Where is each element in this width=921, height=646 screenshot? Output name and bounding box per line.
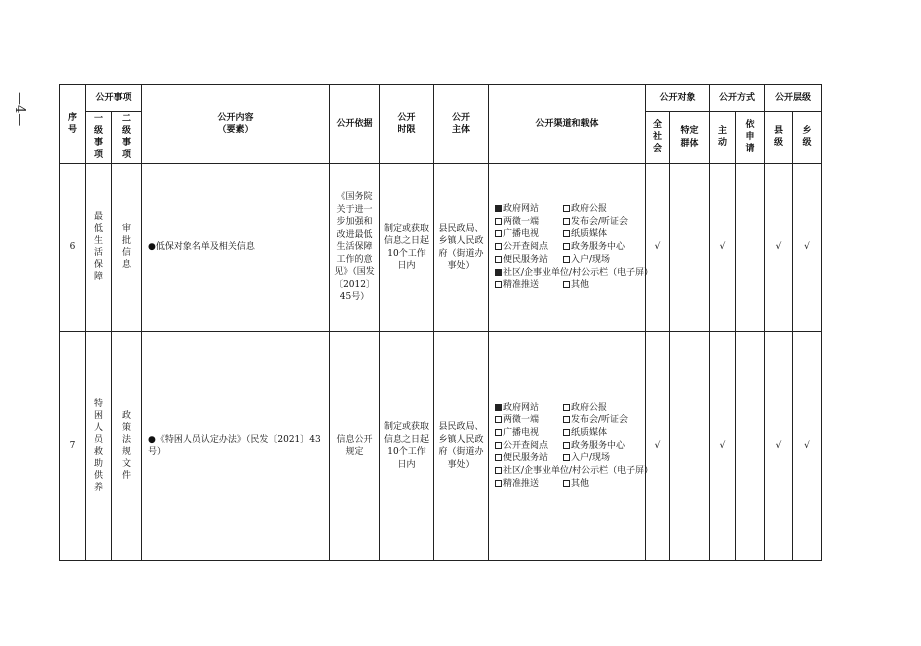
channel-label: 纸质媒体	[571, 427, 608, 438]
header-public-items: 公开事项	[86, 85, 142, 112]
unchecked-box-icon	[495, 243, 502, 250]
unchecked-box-icon	[495, 218, 502, 225]
row-seq: 6	[60, 164, 86, 332]
channel-label: 公开查阅点	[503, 242, 549, 253]
channel-list	[495, 203, 654, 292]
row-channels	[489, 332, 654, 561]
channel-label: 两微一端	[503, 216, 540, 227]
mark-target-all: √	[646, 164, 670, 332]
table-row	[60, 332, 822, 561]
unchecked-box-icon	[563, 429, 570, 436]
header-channels: 公开渠道和载体	[489, 85, 646, 164]
channel-label: 广播电视	[503, 229, 540, 240]
row-content: ●低保对象名单及相关信息	[142, 164, 330, 332]
channel-label: 两微一端	[503, 415, 540, 426]
channel-label: 公开查阅点	[503, 440, 549, 451]
mark-method-request	[736, 332, 765, 561]
row-subject: 县民政局、乡镇人民政府（街道办事处）	[434, 164, 489, 332]
header-target-specific: 特定群体	[670, 112, 710, 164]
row-seq: 7	[60, 332, 86, 561]
channel-label: 便民服务站	[503, 453, 549, 464]
channel-label: 政府公报	[571, 204, 608, 215]
header-method: 公开方式	[710, 85, 765, 112]
channel-option	[495, 267, 654, 280]
row-basis: 信息公开规定	[330, 332, 380, 561]
header-level: 公开层级	[765, 85, 822, 112]
unchecked-box-icon	[563, 454, 570, 461]
channel-option	[495, 203, 563, 216]
channel-label: 政府网站	[503, 402, 540, 413]
channel-label: 政务服务中心	[571, 242, 626, 253]
mark-level-county: √	[765, 164, 793, 332]
channel-label: 精准推送	[503, 478, 540, 489]
channel-label: 社区/企事业单位/村公示栏（电子屏）	[503, 267, 654, 278]
channel-option	[563, 203, 643, 216]
channel-option	[495, 216, 563, 229]
header-level-county: 县级	[765, 112, 793, 164]
row-subject: 县民政局、乡镇人民政府（街道办事处）	[434, 332, 489, 561]
unchecked-box-icon	[495, 256, 502, 263]
unchecked-box-icon	[495, 281, 502, 288]
channel-label: 政府网站	[503, 204, 540, 215]
channel-option	[563, 228, 643, 241]
unchecked-box-icon	[563, 281, 570, 288]
unchecked-box-icon	[495, 429, 502, 436]
header-time-limit: 公开时限	[380, 85, 434, 164]
channel-option	[495, 254, 563, 267]
mark-level-township: √	[793, 332, 822, 561]
mark-target-all: √	[646, 332, 670, 561]
page-number: —4—	[12, 92, 27, 127]
row-level1: 最低生活保障	[86, 164, 112, 332]
unchecked-box-icon	[563, 442, 570, 449]
header-method-request: 依申请	[736, 112, 765, 164]
channel-label: 其他	[571, 280, 590, 291]
disclosure-table	[59, 84, 822, 561]
header-content: 公开内容 （要素）	[142, 85, 330, 164]
unchecked-box-icon	[563, 416, 570, 423]
checked-box-icon	[495, 269, 502, 276]
unchecked-box-icon	[563, 205, 570, 212]
channel-label: 精准推送	[503, 280, 540, 291]
channel-option	[563, 241, 643, 254]
row-channels	[489, 164, 654, 332]
channel-option	[563, 478, 643, 491]
channel-option	[563, 216, 643, 229]
header-seq: 序号	[60, 85, 86, 164]
row-content: ●《特困人员认定办法》（民发〔2021〕43号）	[142, 332, 330, 561]
channel-option	[563, 279, 643, 292]
channel-option	[495, 440, 563, 453]
channel-option	[563, 452, 643, 465]
row-level2: 政策法规文件	[112, 332, 142, 561]
unchecked-box-icon	[563, 480, 570, 487]
row-basis: 《国务院关于进一步加强和改进最低生活保障工作的意见》（国发〔2012〕45号）	[330, 164, 380, 332]
unchecked-box-icon	[563, 230, 570, 237]
channel-option	[495, 452, 563, 465]
channel-label: 政府公报	[571, 402, 608, 413]
header-target-all: 全社会	[646, 112, 670, 164]
unchecked-box-icon	[563, 404, 570, 411]
channel-option	[563, 427, 643, 440]
unchecked-box-icon	[495, 454, 502, 461]
mark-level-township: √	[793, 164, 822, 332]
unchecked-box-icon	[563, 218, 570, 225]
channel-option	[495, 279, 563, 292]
channel-option	[495, 427, 563, 440]
row-level1: 特困人员救助供养	[86, 332, 112, 561]
unchecked-box-icon	[495, 480, 502, 487]
channel-list	[495, 402, 654, 491]
channel-option	[563, 414, 643, 427]
mark-method-active: √	[710, 332, 736, 561]
header-level1: 一级事项	[86, 112, 112, 164]
header-basis: 公开依据	[330, 85, 380, 164]
channel-label: 入户/现场	[571, 254, 611, 265]
row-time-limit: 制定或获取信息之日起10个工作日内	[380, 332, 434, 561]
mark-target-specific	[670, 164, 710, 332]
channel-option	[495, 228, 563, 241]
channel-option	[495, 478, 563, 491]
channel-label: 入户/现场	[571, 453, 611, 464]
channel-label: 发布会/听证会	[571, 216, 629, 227]
channel-option	[495, 414, 563, 427]
channel-option	[495, 241, 563, 254]
unchecked-box-icon	[495, 416, 502, 423]
channel-option	[563, 440, 643, 453]
header-method-active: 主动	[710, 112, 736, 164]
mark-method-request	[736, 164, 765, 332]
channel-option	[563, 254, 643, 267]
channel-label: 便民服务站	[503, 254, 549, 265]
table-row	[60, 164, 822, 332]
unchecked-box-icon	[563, 256, 570, 263]
unchecked-box-icon	[495, 467, 502, 474]
checked-box-icon	[495, 404, 502, 411]
header-level2: 二级事项	[112, 112, 142, 164]
mark-target-specific	[670, 332, 710, 561]
mark-level-county: √	[765, 332, 793, 561]
unchecked-box-icon	[495, 442, 502, 449]
unchecked-box-icon	[563, 243, 570, 250]
checked-box-icon	[495, 205, 502, 212]
channel-label: 政务服务中心	[571, 440, 626, 451]
channel-option	[495, 402, 563, 415]
channel-label: 纸质媒体	[571, 229, 608, 240]
channel-option	[563, 402, 643, 415]
channel-label: 社区/企事业单位/村公示栏（电子屏）	[503, 466, 654, 477]
header-target: 公开对象	[646, 85, 710, 112]
channel-label: 其他	[571, 478, 590, 489]
row-time-limit: 制定或获取信息之日起10个工作日内	[380, 164, 434, 332]
row-level2: 审批信息	[112, 164, 142, 332]
header-level-township: 乡级	[793, 112, 822, 164]
unchecked-box-icon	[495, 230, 502, 237]
channel-label: 发布会/听证会	[571, 415, 629, 426]
mark-method-active: √	[710, 164, 736, 332]
channel-label: 广播电视	[503, 427, 540, 438]
channel-option	[495, 465, 654, 478]
header-subject: 公开主体	[434, 85, 489, 164]
